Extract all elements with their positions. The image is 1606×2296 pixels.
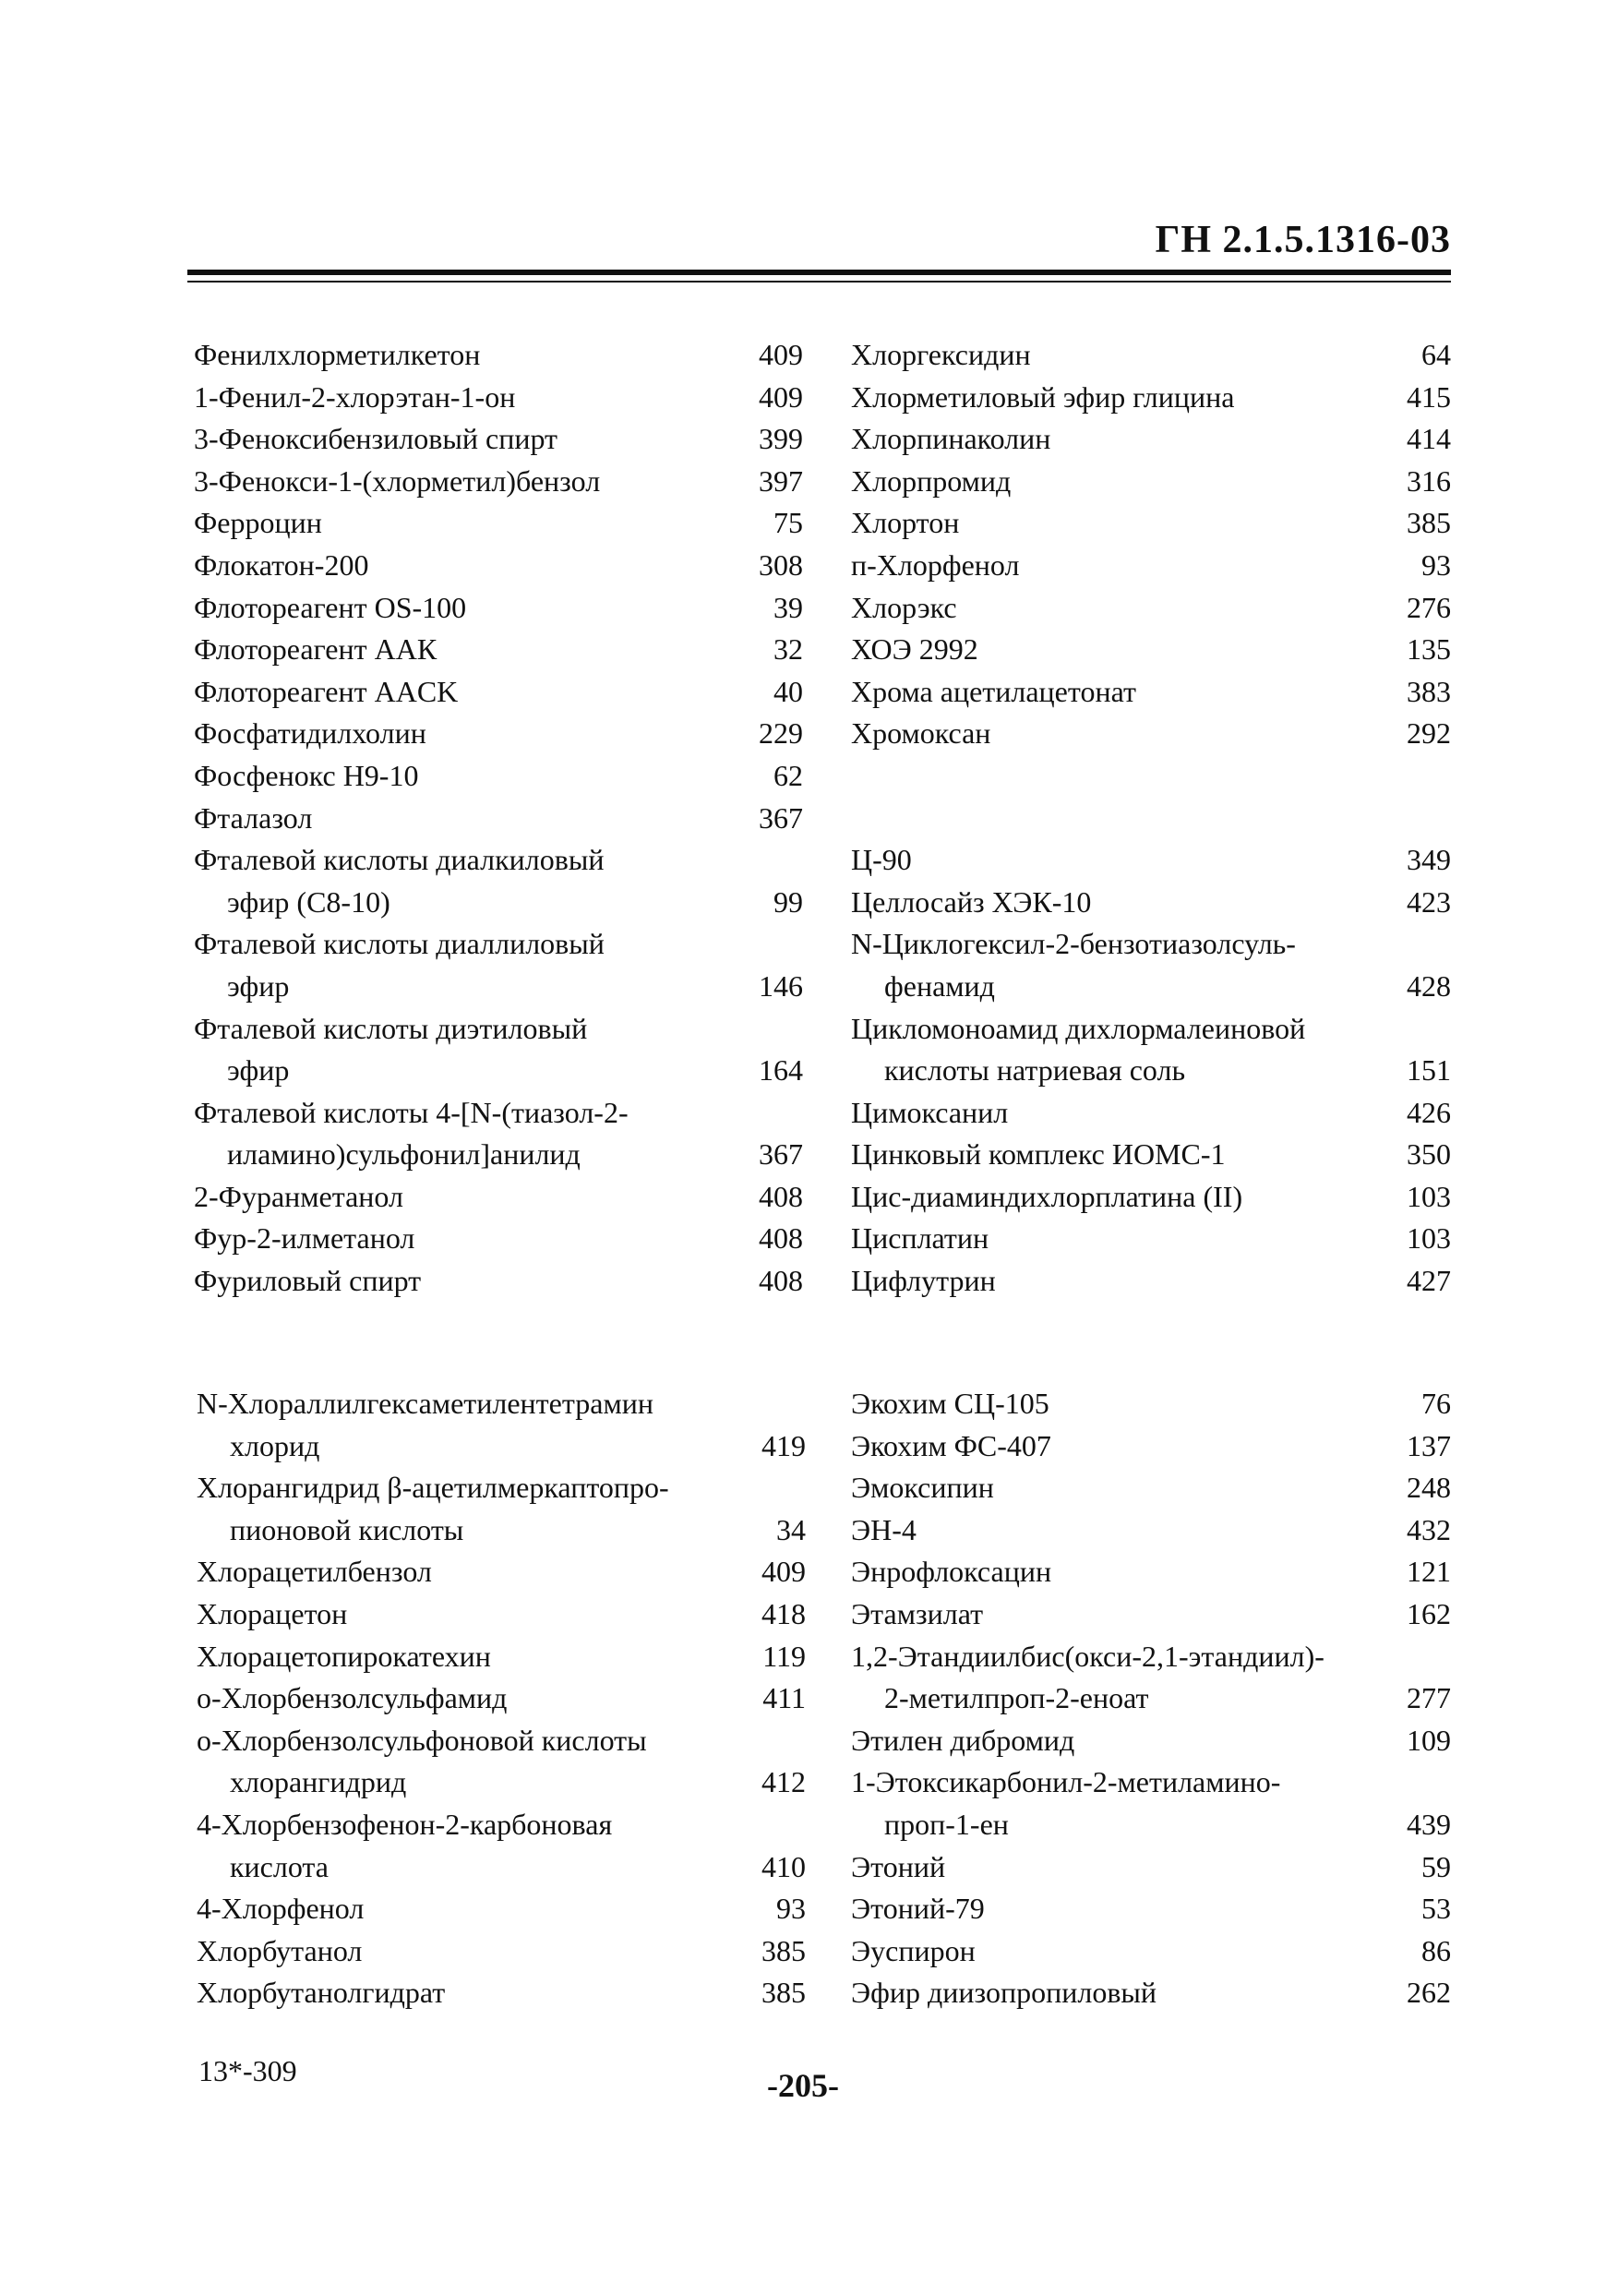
entry-name-line: Хлорацетилбензол <box>197 1555 432 1589</box>
index-entry <box>851 1930 1451 1973</box>
entry-name-line: Цимоксанил <box>851 1095 1009 1129</box>
entry-name <box>851 1383 1386 1425</box>
entry-name <box>197 1467 741 1551</box>
entry-page-number: 40 <box>773 674 803 708</box>
index-entry <box>851 1846 1451 1889</box>
entry-name <box>851 671 1386 714</box>
entry-page-number: 383 <box>1407 674 1451 708</box>
entry-name <box>194 377 738 419</box>
entry-page-number: 93 <box>1421 547 1451 582</box>
entry-name-line: Ц-90 <box>851 843 912 877</box>
index-entry <box>194 545 803 587</box>
index-column-top-right <box>851 334 1451 1303</box>
entry-name-continuation: эфир <box>227 968 290 1003</box>
entry-name-line: Флокатон-200 <box>194 547 369 582</box>
entry-page-number: 121 <box>1407 1555 1451 1589</box>
index-column-top-left <box>194 334 803 1303</box>
index-entry <box>194 923 803 1007</box>
entry-name-continuation: проп-1-ен <box>884 1807 1009 1841</box>
entry-page-number: 385 <box>1407 506 1451 540</box>
entry-page-number: 385 <box>761 1976 806 2010</box>
entry-name-line: Фталевой кислоты диэтиловый <box>194 1011 588 1045</box>
index-entry <box>851 1176 1451 1219</box>
entry-name-line: Этоний <box>851 1849 946 1883</box>
entry-name <box>851 1888 1386 1930</box>
index-entry <box>194 1176 803 1219</box>
entry-page-number: 229 <box>759 716 803 751</box>
index-entry <box>194 671 803 714</box>
entry-page-number: 76 <box>1421 1387 1451 1420</box>
index-entry <box>194 418 803 461</box>
entry-name-line: Хлорпромид <box>851 463 1012 498</box>
entry-name-line: 2-Фуранметанол <box>194 1179 403 1213</box>
entry-page-number: 412 <box>761 1765 806 1799</box>
index-entry <box>851 377 1451 419</box>
entry-page-number: 103 <box>1407 1221 1451 1256</box>
entry-page-number: 409 <box>759 338 803 371</box>
entry-name-continuation: кислота <box>230 1849 329 1883</box>
entry-name-line: Эмоксипин <box>851 1471 994 1505</box>
entry-name <box>194 923 738 1007</box>
index-entry <box>851 502 1451 545</box>
entry-name-line: 4-Хлорбензофенон-2-карбоновая <box>197 1807 613 1841</box>
entry-name-line: Эуспирон <box>851 1933 976 1967</box>
entry-name <box>194 334 738 377</box>
entry-page-number: 308 <box>759 547 803 582</box>
index-entry <box>851 1720 1451 1762</box>
entry-name-line: Хлорэкс <box>851 590 957 624</box>
entry-page-number: 418 <box>761 1596 806 1630</box>
entry-page-number: 276 <box>1407 590 1451 624</box>
index-entry <box>194 1218 803 1260</box>
entry-name-line: Хлоргексидин <box>851 338 1031 371</box>
entry-page-number: 248 <box>1407 1471 1451 1505</box>
entry-name <box>851 1092 1386 1135</box>
entry-page-number: 162 <box>1407 1596 1451 1630</box>
entry-name-line: Флотореагент ААК <box>194 632 437 667</box>
entry-page-number: 427 <box>1407 1264 1451 1298</box>
index-entry <box>851 1593 1451 1636</box>
index-entry <box>194 629 803 671</box>
entry-page-number: 262 <box>1407 1976 1451 2010</box>
entry-page-number: 164 <box>759 1053 803 1088</box>
entry-name <box>194 1260 738 1303</box>
entry-name-line: 4-Хлорфенол <box>197 1892 365 1926</box>
entry-name-line: Фур-2-илметанол <box>194 1221 415 1256</box>
page-number: -205- <box>767 2067 839 2104</box>
entry-name <box>194 418 738 461</box>
entry-name-line: Хрома ацетилацетонат <box>851 674 1136 708</box>
index-entry <box>197 1888 806 1930</box>
entry-name-line: Хлортон <box>851 506 960 540</box>
index-entry <box>851 1636 1451 1720</box>
index-column-bottom-right <box>851 1383 1451 2014</box>
entry-name <box>851 713 1386 755</box>
entry-name-line: п-Хлорфенол <box>851 547 1020 582</box>
entry-name-line: 1-Фенил-2-хлорэтан-1-он <box>194 379 516 414</box>
entry-name <box>851 1720 1386 1762</box>
index-entry <box>197 1383 806 1467</box>
entry-name <box>851 839 1386 882</box>
index-entry <box>194 377 803 419</box>
entry-name-continuation: хлорангидрид <box>230 1765 407 1799</box>
entry-page-number: 39 <box>773 590 803 624</box>
entry-name <box>851 334 1386 377</box>
entry-page-number: 409 <box>759 379 803 414</box>
entry-page-number: 367 <box>759 1137 803 1172</box>
entry-name-line: N-Циклогексил-2-бензотиазолсуль- <box>851 927 1296 961</box>
entry-name-line: 1,2-Этандиилбис(окси-2,1-этандиил)- <box>851 1639 1324 1673</box>
entry-name <box>851 1134 1386 1176</box>
entry-name-line: Экохим ФС-407 <box>851 1428 1051 1462</box>
entry-page-number: 350 <box>1407 1137 1451 1172</box>
entry-name-continuation: фенамид <box>884 968 995 1003</box>
index-entry <box>851 882 1451 924</box>
entry-name <box>197 1930 741 1973</box>
entry-name <box>194 798 738 840</box>
index-entry <box>851 461 1451 503</box>
entry-name <box>851 418 1386 461</box>
entry-name-continuation: кислоты натриевая соль <box>884 1053 1186 1088</box>
entry-name <box>851 461 1386 503</box>
entry-page-number: 439 <box>1407 1807 1451 1841</box>
index-entry <box>197 1551 806 1593</box>
entry-name-line: Этамзилат <box>851 1596 984 1630</box>
entry-page-number: 414 <box>1407 422 1451 456</box>
entry-name-line: Фталевой кислоты диаллиловый <box>194 927 605 961</box>
entry-name <box>194 545 738 587</box>
entry-name-line: 3-Фенокси-1-(хлорметил)бензол <box>194 463 601 498</box>
index-entry <box>851 713 1451 755</box>
entry-name-line: Фуриловый спирт <box>194 1264 422 1298</box>
entry-page-number: 99 <box>773 884 803 919</box>
entry-name <box>851 1008 1386 1092</box>
entry-name-continuation: хлорид <box>230 1428 320 1462</box>
index-entry <box>851 923 1451 1007</box>
entry-name <box>194 713 738 755</box>
entry-name <box>194 1008 738 1092</box>
entry-page-number: 86 <box>1421 1933 1451 1967</box>
index-entry <box>194 839 803 923</box>
entry-name <box>851 1467 1386 1509</box>
entry-name <box>197 1593 741 1636</box>
index-entry <box>197 1930 806 1973</box>
entry-name-line: Цифлутрин <box>851 1264 996 1298</box>
index-entry <box>851 1467 1451 1509</box>
entry-name-line: ЭН-4 <box>851 1512 917 1546</box>
entry-name-line: Экохим СЦ-105 <box>851 1387 1049 1420</box>
entry-name <box>851 1593 1386 1636</box>
index-entry <box>197 1636 806 1678</box>
entry-name-line: Хлорангидрид β-ацетилмеркаптопро- <box>197 1471 669 1505</box>
entry-name <box>851 377 1386 419</box>
entry-name-line: Фталевой кислоты 4-[N-(тиазол-2- <box>194 1095 629 1129</box>
index-entry <box>851 629 1451 671</box>
entry-name-line: Целлосайз ХЭК-10 <box>851 884 1092 919</box>
index-entry <box>851 1888 1451 1930</box>
entry-name <box>851 1930 1386 1973</box>
entry-name <box>194 1218 738 1260</box>
index-entry <box>194 713 803 755</box>
index-entry <box>851 334 1451 377</box>
entry-name <box>197 1720 741 1804</box>
entry-name-line: Хлорпинаколин <box>851 422 1051 456</box>
entry-name-continuation: 2-метилпроп-2-еноат <box>884 1681 1149 1715</box>
index-entry <box>194 1260 803 1303</box>
entry-page-number: 408 <box>759 1221 803 1256</box>
entry-name <box>194 502 738 545</box>
entry-page-number: 426 <box>1407 1095 1451 1129</box>
entry-name-line: Флотореагент AACK <box>194 674 459 708</box>
entry-page-number: 292 <box>1407 716 1451 751</box>
entry-name <box>194 1092 738 1176</box>
index-entry <box>197 1804 806 1888</box>
entry-name-line: Эфир диизопропиловый <box>851 1976 1157 2010</box>
entry-page-number: 109 <box>1407 1723 1451 1757</box>
entry-name <box>851 1509 1386 1552</box>
index-entry <box>851 1761 1451 1845</box>
entry-page-number: 75 <box>773 506 803 540</box>
sheet-mark: 13*-309 <box>198 2054 297 2087</box>
index-entry <box>194 755 803 798</box>
entry-page-number: 146 <box>759 968 803 1003</box>
entry-page-number: 59 <box>1421 1849 1451 1883</box>
index-entry <box>197 1972 806 2014</box>
entry-name-line: 1-Этоксикарбонил-2-метиламино- <box>851 1765 1281 1799</box>
entry-name-line: Хлорметиловый эфир глицина <box>851 379 1235 414</box>
entry-page-number: 32 <box>773 632 803 667</box>
blank-line <box>851 798 1451 840</box>
entry-page-number: 53 <box>1421 1892 1451 1926</box>
entry-name <box>194 839 738 923</box>
entry-name <box>851 882 1386 924</box>
index-entry <box>197 1593 806 1636</box>
entry-page-number: 277 <box>1407 1681 1451 1715</box>
entry-page-number: 411 <box>762 1681 806 1715</box>
entry-name-line: Хлорацетон <box>197 1596 348 1630</box>
entry-name <box>851 1260 1386 1303</box>
entry-name-line: Фталазол <box>194 800 313 835</box>
entry-name-line: N-Хлораллилгексаметилентетрамин <box>197 1387 653 1420</box>
index-entry <box>851 587 1451 630</box>
entry-name-line: Фенилхлорметилкетон <box>194 338 481 371</box>
entry-page-number: 367 <box>759 800 803 835</box>
entry-page-number: 137 <box>1407 1428 1451 1462</box>
entry-name-line: Хлорбутанол <box>197 1933 363 1967</box>
entry-name <box>197 1972 741 2014</box>
index-entry <box>194 461 803 503</box>
entry-name-line: Хромоксан <box>851 716 991 751</box>
index-entry <box>194 587 803 630</box>
index-entry <box>194 502 803 545</box>
entry-name <box>194 629 738 671</box>
entry-page-number: 410 <box>761 1849 806 1883</box>
entry-page-number: 64 <box>1421 338 1451 371</box>
index-entry <box>851 671 1451 714</box>
entry-name-line: Фталевой кислоты диалкиловый <box>194 843 605 877</box>
index-entry <box>851 1260 1451 1303</box>
entry-name <box>851 1425 1386 1468</box>
entry-name <box>851 1176 1386 1219</box>
entry-page-number: 423 <box>1407 884 1451 919</box>
entry-name-line: о-Хлорбензолсульфоновой кислоты <box>197 1723 647 1757</box>
entry-page-number: 316 <box>1407 463 1451 498</box>
index-entry <box>197 1677 806 1720</box>
entry-name-line: Этилен дибромид <box>851 1723 1075 1757</box>
index-entry <box>851 1218 1451 1260</box>
index-entry <box>851 1551 1451 1593</box>
index-entry <box>194 798 803 840</box>
index-entry <box>194 1008 803 1092</box>
entry-name-line: Цис-диаминдихлорплатина (II) <box>851 1179 1243 1213</box>
entry-name <box>851 629 1386 671</box>
blank-line <box>851 755 1451 798</box>
entry-name-continuation: эфир (С8-10) <box>227 884 390 919</box>
entry-name-line: ХОЭ 2992 <box>851 632 978 667</box>
entry-page-number: 408 <box>759 1179 803 1213</box>
entry-page-number: 385 <box>761 1933 806 1967</box>
entry-name-line: Хлорацетопирокатехин <box>197 1639 491 1673</box>
entry-name-line: Цикломоноамид дихлормалеиновой <box>851 1011 1306 1045</box>
index-entry <box>851 1383 1451 1425</box>
entry-page-number: 349 <box>1407 843 1451 877</box>
entry-name <box>197 1383 741 1467</box>
entry-name <box>851 1846 1386 1889</box>
entry-name-line: Фосфатидилхолин <box>194 716 426 751</box>
entry-page-number: 151 <box>1407 1053 1451 1088</box>
index-entry <box>851 418 1451 461</box>
entry-name <box>851 1636 1386 1720</box>
entry-page-number: 419 <box>761 1428 806 1462</box>
entry-name <box>194 671 738 714</box>
entry-page-number: 409 <box>761 1555 806 1589</box>
entry-name-continuation: иламино)сульфонил]анилид <box>227 1137 581 1172</box>
index-entry <box>851 1425 1451 1468</box>
entry-name-line: 3-Феноксибензиловый спирт <box>194 422 558 456</box>
index-entry <box>851 1092 1451 1135</box>
index-entry <box>851 545 1451 587</box>
entry-name-line: Фосфенокс Н9-10 <box>194 758 419 792</box>
index-entry <box>851 1134 1451 1176</box>
entry-name <box>851 1761 1386 1845</box>
entry-name-line: Энрофлоксацин <box>851 1555 1052 1589</box>
entry-name <box>851 1972 1386 2014</box>
index-entry <box>194 334 803 377</box>
index-entry <box>851 839 1451 882</box>
entry-page-number: 408 <box>759 1264 803 1298</box>
entry-name <box>851 1551 1386 1593</box>
entry-name <box>197 1636 741 1678</box>
entry-page-number: 399 <box>759 422 803 456</box>
index-entry <box>851 1972 1451 2014</box>
entry-name-line: Ферроцин <box>194 506 322 540</box>
entry-page-number: 34 <box>776 1512 806 1546</box>
entry-name-line: Хлорбутанолгидрат <box>197 1976 446 2010</box>
entry-name <box>851 587 1386 630</box>
index-entry <box>194 1092 803 1176</box>
entry-name-line: о-Хлорбензолсульфамид <box>197 1681 508 1715</box>
entry-name-continuation: эфир <box>227 1053 290 1088</box>
document-code: ГН 2.1.5.1316-03 <box>1155 219 1451 261</box>
entry-name <box>851 923 1386 1007</box>
entry-page-number: 135 <box>1407 632 1451 667</box>
header-rule-thin <box>187 281 1451 282</box>
entry-name-continuation: пионовой кислоты <box>230 1512 464 1546</box>
entry-page-number: 432 <box>1407 1512 1451 1546</box>
entry-page-number: 93 <box>776 1892 806 1926</box>
index-entry <box>197 1720 806 1804</box>
entry-name <box>851 545 1386 587</box>
entry-name <box>851 502 1386 545</box>
entry-name <box>851 1218 1386 1260</box>
entry-name-line: Флотореагент OS-100 <box>194 590 467 624</box>
entry-page-number: 103 <box>1407 1179 1451 1213</box>
entry-page-number: 428 <box>1407 968 1451 1003</box>
entry-page-number: 119 <box>762 1639 806 1673</box>
index-entry <box>851 1509 1451 1552</box>
header-rule <box>187 270 1451 275</box>
entry-page-number: 397 <box>759 463 803 498</box>
entry-name <box>197 1888 741 1930</box>
entry-page-number: 415 <box>1407 379 1451 414</box>
entry-name <box>197 1804 741 1888</box>
entry-name <box>194 587 738 630</box>
entry-name <box>197 1677 741 1720</box>
entry-name <box>194 755 738 798</box>
entry-page-number: 62 <box>773 758 803 792</box>
entry-name-line: Цисплатин <box>851 1221 989 1256</box>
entry-name <box>194 461 738 503</box>
index-entry <box>851 1008 1451 1092</box>
index-entry <box>197 1467 806 1551</box>
entry-name-line: Цинковый комплекс ИОМС-1 <box>851 1137 1226 1172</box>
entry-name-line: Этоний-79 <box>851 1892 985 1926</box>
entry-name <box>197 1551 741 1593</box>
index-column-bottom-left <box>197 1383 806 2014</box>
entry-name <box>194 1176 738 1219</box>
